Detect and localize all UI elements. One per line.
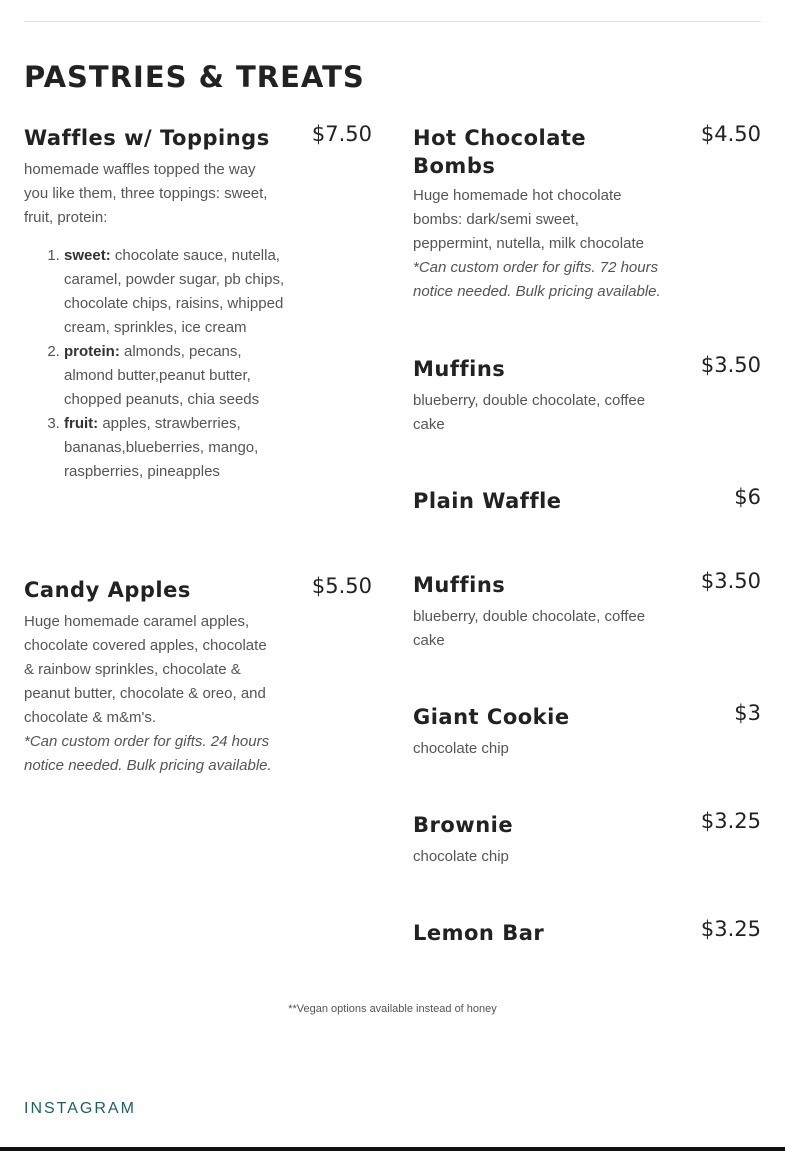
item-price: $3.25: [700, 917, 761, 941]
item-price: $6: [734, 485, 761, 509]
item-description: Huge homemade hot chocolate bombs: dark/semi sweet, peppermint, nutella, milk chocolate: [413, 187, 644, 252]
menu-item-lemon-bar: [413, 915, 761, 947]
menu-item-muffins: [413, 351, 761, 437]
item-description: Huge homemade caramel apples, chocolate covered apples, chocolate & rainbow sprinkles, chocolate & peanut butter, chocolate & oreo, and chocolate & m&m's.: [24, 613, 267, 726]
item-name: Brownie: [413, 813, 514, 837]
item-price: $7.50: [311, 122, 372, 146]
option-text: chocolate sauce, nutella, caramel, powder sugar, pb chips, chocolate chips, raisins, whipped cream, sprinkles, ice cream: [64, 247, 285, 336]
option-protein: [64, 340, 286, 412]
option-label: fruit:: [64, 415, 99, 432]
item-name: Waffles w/ Toppings: [24, 126, 270, 150]
item-name: Giant Cookie: [413, 705, 570, 729]
item-note: *Can custom order for gifts. 24 hours notice needed. Bulk pricing available.: [24, 733, 272, 774]
option-label: protein:: [64, 343, 120, 360]
item-note: *Can custom order for gifts. 72 hours notice needed. Bulk pricing available.: [413, 259, 661, 300]
menu-item-muffins: [413, 567, 761, 653]
item-description: blueberry, double chocolate, coffee cake: [413, 608, 646, 649]
top-divider: [24, 21, 761, 22]
section-title: PASTRIES & TREATS: [24, 60, 365, 94]
menu-item-waffles: [24, 120, 372, 484]
item-description: blueberry, double chocolate, coffee cake: [413, 392, 646, 433]
item-price: $4.50: [700, 122, 761, 146]
item-price: $3.50: [700, 353, 761, 377]
option-sweet: [64, 244, 286, 340]
option-text: almonds, pecans, almond butter,peanut butter, chopped peanuts, chia seeds: [64, 343, 260, 408]
option-text: apples, strawberries, bananas,blueberries, mango, raspberries, pineapples: [64, 415, 259, 480]
menu-item-giant-cookie: [413, 699, 761, 761]
item-description: chocolate chip: [413, 848, 509, 865]
item-name: Muffins: [413, 573, 506, 597]
item-name: Hot Chocolate Bombs: [413, 126, 587, 178]
option-fruit: [64, 412, 286, 484]
menu-item-hot-chocolate-bombs: [413, 120, 761, 304]
item-name: Lemon Bar: [413, 921, 545, 945]
item-name: Plain Waffle: [413, 489, 562, 513]
item-name: Candy Apples: [24, 578, 191, 602]
item-description: chocolate chip: [413, 740, 509, 757]
item-price: $3.50: [700, 569, 761, 593]
item-name: Muffins: [413, 357, 506, 381]
menu-item-candy-apples: [24, 572, 372, 778]
vegan-footnote: **Vegan options available instead of honey: [288, 1003, 497, 1015]
footer-bar: [0, 1147, 785, 1151]
instagram-link[interactable]: INSTAGRAM: [24, 1100, 136, 1117]
menu-item-brownie: [413, 807, 761, 869]
option-label: sweet:: [64, 247, 111, 264]
item-price: $5.50: [311, 574, 372, 598]
topping-options: [24, 244, 286, 484]
item-description: homemade waffles topped the way you like them, three toppings: sweet, fruit, protein:: [24, 161, 268, 226]
menu-item-plain-waffle: [413, 483, 761, 515]
item-price: $3.25: [700, 809, 761, 833]
item-price: $3: [734, 701, 761, 725]
